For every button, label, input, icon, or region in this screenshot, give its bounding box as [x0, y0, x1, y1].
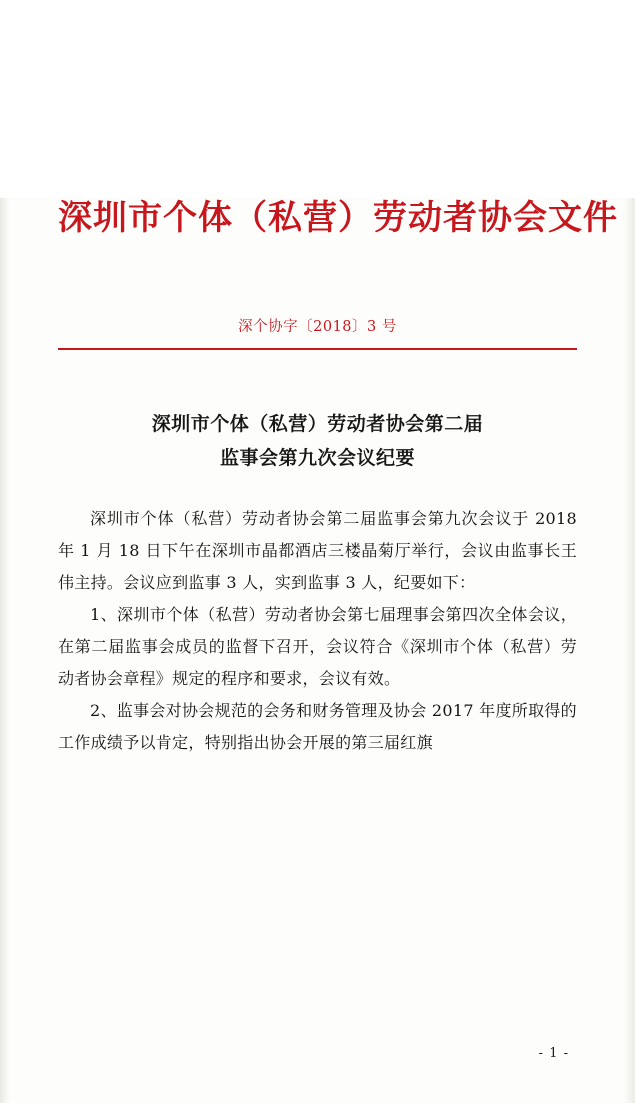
body-paragraph: 1、深圳市个体（私营）劳动者协会第七届理事会第四次全体会议，在第二届监事会成员的监督下召开，会议符合《深圳市个体（私营）劳动者协会章程》规定的程序和要求，会议有效。	[58, 604, 577, 688]
page-number: - 1 -	[538, 1046, 569, 1061]
document-title: 深圳市个体（私营）劳动者协会文件	[58, 198, 618, 238]
red-divider-rule	[58, 348, 577, 351]
document-body	[58, 503, 577, 759]
body-paragraph: 2、监事会对协会规范的会务和财务管理及协会 2017 年度所取得的工作成绩予以肯定，特别指出协会开展的第三届红旗	[58, 700, 577, 752]
subject-line-2: 监事会第九次会议纪要	[219, 446, 415, 469]
document-number: 深个协字〔2018〕3 号	[238, 318, 397, 335]
subject-line-1: 深圳市个体（私营）劳动者协会第二届	[151, 413, 484, 436]
document-page	[0, 198, 635, 1103]
document-subject	[58, 408, 577, 475]
body-paragraph: 深圳市个体（私营）劳动者协会第二届监事会第九次会议于 2018 年 1 月 18 日下午在深圳市晶都酒店三楼晶菊厅举行，会议由监事长王伟主持。会议应到监事 3 人，实到监事 3 人，纪要如下：	[58, 508, 577, 592]
